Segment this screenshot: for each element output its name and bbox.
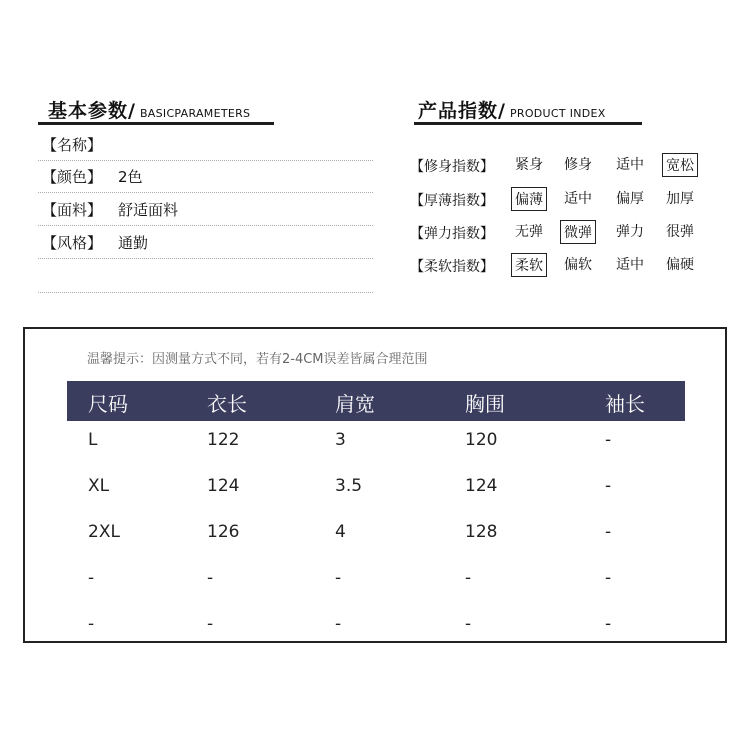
size-table-header <box>67 381 685 421</box>
product-index-subtitle: PRODUCT INDEX <box>509 107 606 120</box>
param-row <box>38 260 373 293</box>
basic-params-subtitle: BASICPARAMETERS <box>139 107 251 120</box>
table-cell: - <box>605 522 612 542</box>
param-row <box>38 193 373 226</box>
table-cell: - <box>605 476 612 496</box>
index-option-selected: 宽松 <box>662 153 698 177</box>
table-header-cell: 胸围 <box>465 392 505 416</box>
param-label: 【名称】 <box>42 136 103 154</box>
table-cell: - <box>207 568 214 588</box>
table-cell: 128 <box>465 522 498 542</box>
table-cell: - <box>465 568 472 588</box>
table-cell: - <box>88 568 95 588</box>
param-value: 通勤 <box>118 234 149 252</box>
table-cell: 124 <box>465 476 498 496</box>
index-option: 偏硬 <box>666 257 694 273</box>
product-index-heading <box>418 96 606 123</box>
basic-params-rule <box>38 122 274 125</box>
table-cell: - <box>605 430 612 450</box>
param-value: 2色 <box>118 168 143 186</box>
table-header-cell: 袖长 <box>605 392 645 416</box>
param-row <box>38 160 373 193</box>
param-label: 【面料】 <box>42 201 103 219</box>
basic-params-title: 基本参数/ <box>48 100 136 122</box>
index-option: 无弹 <box>515 224 543 240</box>
index-option-selected: 微弹 <box>560 220 596 244</box>
table-cell: 3 <box>335 430 346 450</box>
index-label: 【柔软指数】 <box>410 259 494 275</box>
table-cell: 124 <box>207 476 240 496</box>
param-value: 舒适面料 <box>118 201 179 219</box>
index-label: 【修身指数】 <box>410 159 494 175</box>
index-option: 适中 <box>616 157 644 173</box>
param-row <box>38 226 373 259</box>
table-cell: - <box>335 568 342 588</box>
index-option-selected: 柔软 <box>511 253 547 277</box>
table-cell: 120 <box>465 430 498 450</box>
index-row <box>410 187 740 213</box>
table-header-cell: 尺码 <box>88 392 128 416</box>
table-cell: - <box>605 614 612 634</box>
size-notice: 温馨提示：因测量方式不同，若有2-4CM误差皆属合理范围 <box>87 352 428 367</box>
index-row <box>410 220 740 246</box>
table-cell: 3.5 <box>335 476 363 496</box>
table-cell: - <box>207 614 214 634</box>
index-option: 紧身 <box>515 157 543 173</box>
index-option: 适中 <box>564 191 592 207</box>
basic-params-heading <box>48 96 250 123</box>
index-row <box>410 153 740 179</box>
product-index-rule <box>414 122 642 125</box>
table-header-cell: 肩宽 <box>335 392 375 416</box>
index-option-selected: 偏薄 <box>511 187 547 211</box>
table-cell: - <box>605 568 612 588</box>
param-label: 【颜色】 <box>42 168 103 186</box>
table-header-cell: 衣长 <box>207 392 247 416</box>
table-cell: 122 <box>207 430 240 450</box>
product-index-title: 产品指数/ <box>418 100 506 122</box>
table-cell: 2XL <box>88 522 120 542</box>
param-label: 【风格】 <box>42 234 103 252</box>
table-cell: - <box>335 614 342 634</box>
index-option: 修身 <box>564 157 592 173</box>
index-option: 加厚 <box>666 191 694 207</box>
table-cell: L <box>88 430 98 450</box>
table-cell: - <box>465 614 472 634</box>
param-row <box>38 128 373 161</box>
index-option: 偏软 <box>564 257 592 273</box>
size-table <box>23 327 727 643</box>
index-option: 偏厚 <box>616 191 644 207</box>
table-cell: 126 <box>207 522 240 542</box>
table-cell: 4 <box>335 522 346 542</box>
index-option: 很弹 <box>666 224 694 240</box>
index-row <box>410 253 740 279</box>
index-label: 【弹力指数】 <box>410 226 494 242</box>
index-label: 【厚薄指数】 <box>410 193 494 209</box>
index-option: 弹力 <box>616 224 644 240</box>
table-cell: - <box>88 614 95 634</box>
index-option: 适中 <box>616 257 644 273</box>
table-cell: XL <box>88 476 110 496</box>
